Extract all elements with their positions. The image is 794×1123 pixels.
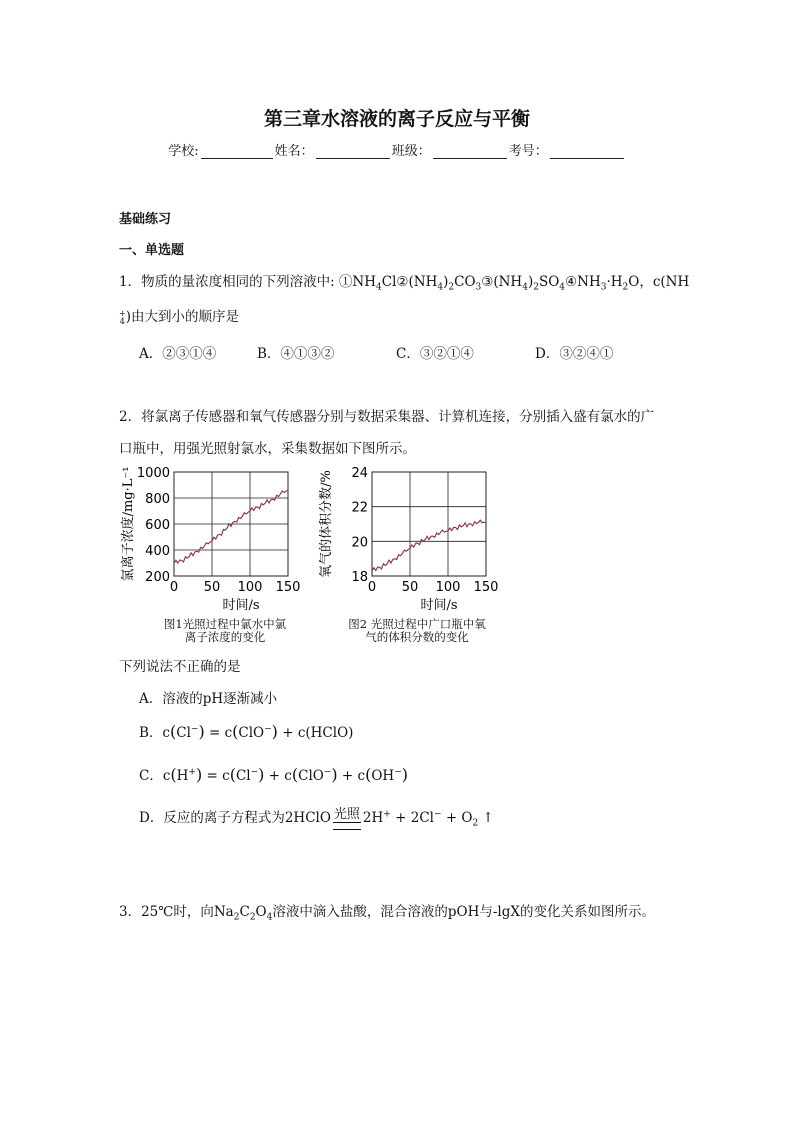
y-axis-label: 氯离子浓度/mg·L⁻¹ xyxy=(121,466,136,582)
number-blank[interactable] xyxy=(550,144,624,159)
y-tick-label: 20 xyxy=(351,535,368,551)
x-tick-label: 150 xyxy=(473,580,499,595)
y-tick-label: 22 xyxy=(351,500,368,516)
x-tick-label: 0 xyxy=(367,580,377,595)
y-tick-label: 400 xyxy=(145,544,170,559)
name-blank[interactable] xyxy=(316,144,390,159)
y-tick-label: 200 xyxy=(145,570,170,585)
q2-stem-line1: 2．将氯离子传感器和氧气传感器分别与数据采集器、计算机连接，分别插入盛有氯水的广 xyxy=(119,409,655,425)
y-axis-label: 氧气的体积分数/% xyxy=(319,470,334,578)
q1-stem: 1．物质的量浓度相同的下列溶液中: $①NH_4Cl②(NH_4)_2CO_3③(NH_4)_2SO_4④NH_3\cdot H_2O$，c(NH xyxy=(119,274,690,293)
chart2-caption: 图2 光照过程中广口瓶中氧 气的体积分数的变化 xyxy=(348,617,486,644)
y-tick-label: 1000 xyxy=(136,466,170,481)
x-tick-label: 0 xyxy=(169,580,179,595)
y-tick-label: 18 xyxy=(351,570,368,585)
x-tick-label: 50 xyxy=(401,580,419,595)
q1-option-a[interactable]: A．②③①④ xyxy=(139,346,217,362)
number-label: 考号： xyxy=(508,144,548,159)
chart-chloride-concentration xyxy=(116,462,306,614)
x-tick-label: 100 xyxy=(435,580,461,595)
q2-option-c[interactable]: C．c(H+) = c(Cl−) + c(ClO−) + c(OH−) xyxy=(139,765,408,784)
q1-option-b[interactable]: B．④①③② xyxy=(257,346,335,362)
x-axis-label: 时间/s xyxy=(222,598,260,613)
y-tick-label: 600 xyxy=(145,518,170,533)
q1-stem-line2: + 4)由大到小的顺序是 xyxy=(119,308,239,326)
light-condition: 光照 xyxy=(333,808,361,830)
class-blank[interactable] xyxy=(433,144,507,159)
student-info-line xyxy=(0,140,794,159)
name-label: 姓名： xyxy=(274,144,314,159)
page-title: 第三章水溶液的离子反应与平衡 xyxy=(263,108,530,130)
data-series-line xyxy=(174,490,288,563)
q2-question: 下列说法不正确的是 xyxy=(119,659,241,675)
q1-option-c[interactable]: C．③②①④ xyxy=(396,346,474,362)
q2-option-d[interactable]: D．反应的离子方程式为2HClO 光照 $2H^+ + 2Cl^- + O_2$ ↑ xyxy=(139,806,494,829)
y-tick-label: 24 xyxy=(351,466,368,481)
school-label: 学校: xyxy=(168,144,199,159)
class-label: 班级： xyxy=(391,144,431,159)
school-blank[interactable] xyxy=(201,144,273,159)
section-single-choice: 一、单选题 xyxy=(119,243,185,258)
chart1-caption: 图1光照过程中氯水中氯 离子浓度的变化 xyxy=(163,617,287,644)
section-basic: 基础练习 xyxy=(119,212,172,227)
q2-option-b[interactable]: B．c(Cl−) = c(ClO−) + c(HClO) xyxy=(139,722,354,741)
x-tick-label: 100 xyxy=(237,580,263,595)
q3-stem: 3．25℃时，向$Na_2C_2O_4$溶液中滴入盐酸，混合溶液的pOH与-lgX的变化关系如图所示。 xyxy=(119,904,655,923)
chart-oxygen-fraction xyxy=(319,462,506,614)
x-tick-label: 50 xyxy=(203,580,221,595)
data-series-line xyxy=(372,520,486,571)
x-tick-label: 150 xyxy=(275,580,301,595)
q1-option-d[interactable]: D．③②④① xyxy=(535,346,614,362)
y-tick-label: 800 xyxy=(145,492,170,507)
q2-stem-line2: 口瓶中，用强光照射氯水，采集数据如下图所示。 xyxy=(119,441,416,457)
q2-option-a[interactable]: A．溶液的pH逐渐减小 xyxy=(139,691,278,707)
x-axis-label: 时间/s xyxy=(420,598,458,613)
